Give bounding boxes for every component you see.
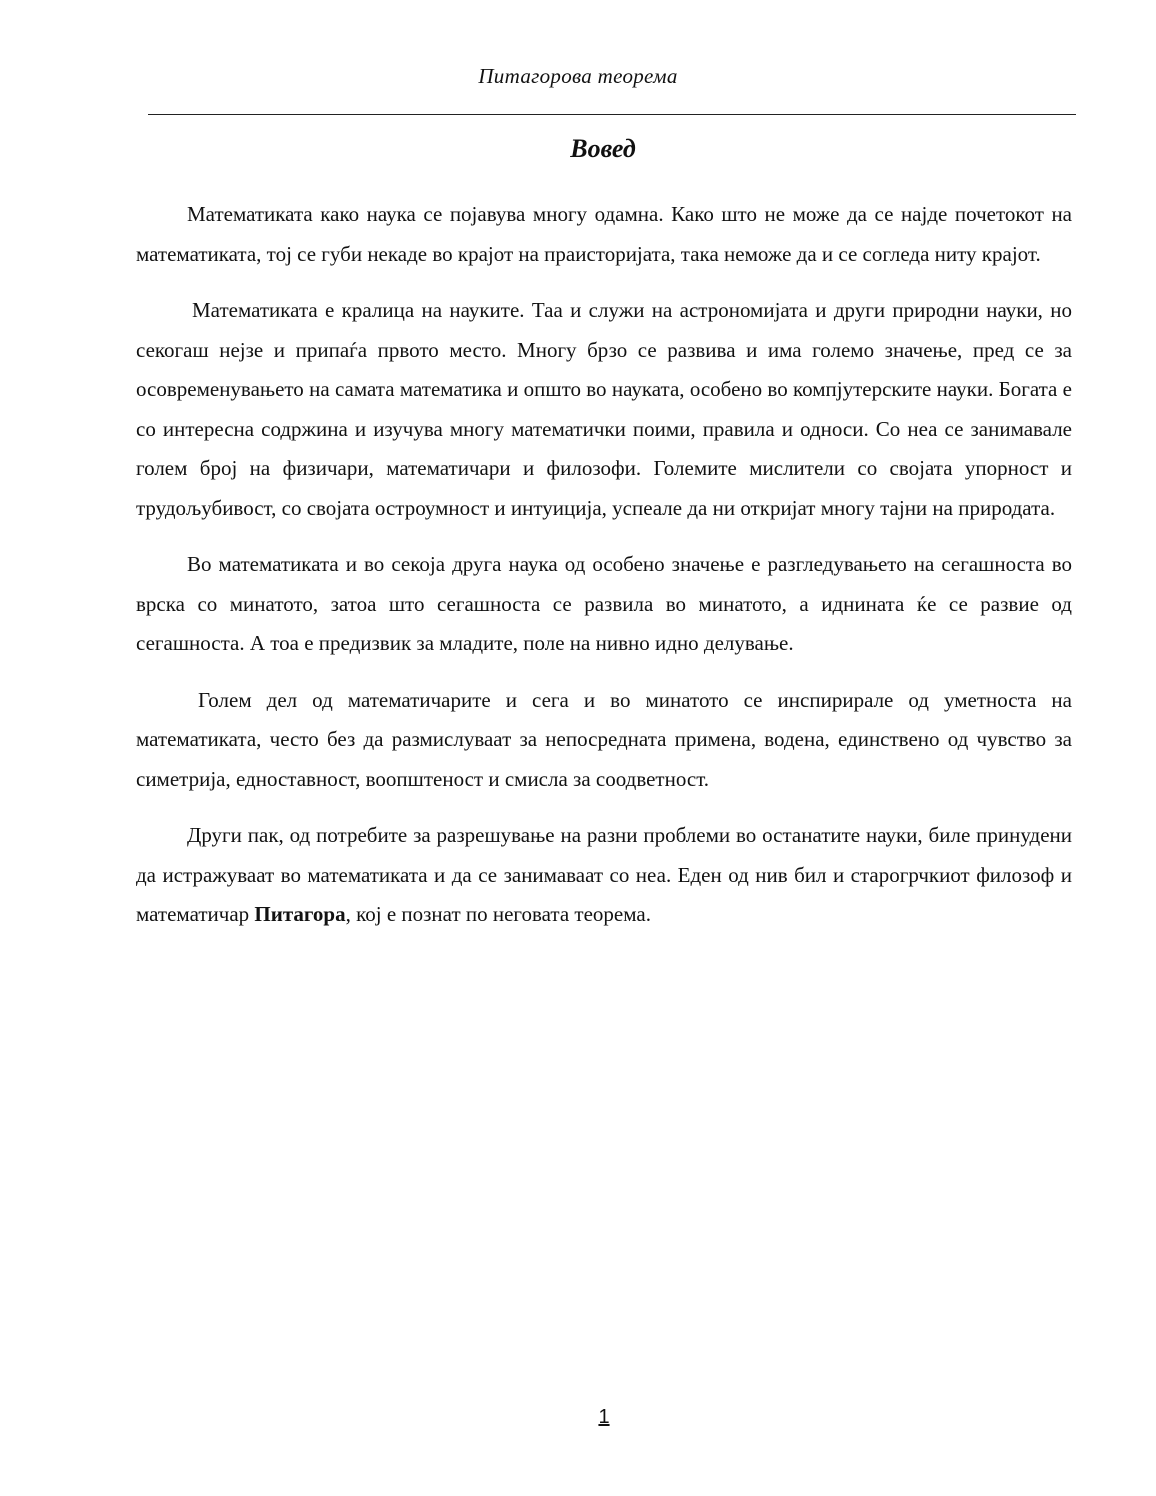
page-number: 1 bbox=[598, 1406, 610, 1428]
body-text bbox=[136, 195, 1072, 935]
paragraph-1: Математиката како наука се појавува многу одамна. Како што не може да се најде почетокот на математиката, тој се губи некаде во крајот на праисторијата, така неможе да и се согледа ниту крајот. bbox=[136, 202, 1072, 266]
paragraph-2: Математиката е кралица на науките. Таа и служи на астрономијата и други природни науки, но секогаш нејзе и припаѓа првото место. Многу брзо се развива и има големо значење, пред се за осовременувањето на самата математика и општо во науката, особено во компјутерските науки. Богата е со интересна содржина и изучува многу математички поими, правила и односи. Со неа се занимавале голем број на физичари, математичари и филозофи. Големите мислители со својата упорност и трудољубивост, со својата остроумност и интуиција, успеале да ни откријат многу тајни на природата. bbox=[136, 298, 1072, 520]
paragraph-5 bbox=[136, 816, 1072, 935]
header-divider bbox=[148, 114, 1076, 115]
pythagoras-name: Питагора bbox=[254, 902, 346, 926]
paragraph-5-text-start: Други пак, од потребите за разрешување на разни проблеми во останатите науки, биле принудени да истражуваат во математиката и да се занимаваат со неа. Еден од нив бил и старогрчкиот филозоф и математичар bbox=[136, 823, 1072, 926]
paragraph-3: Во математиката и во секоја друга наука од особено значење е разгледувањето на сегашноста во врска со минатото, затоа што сегашноста се развила во минатото, а иднината ќе се развие од сегашноста. А тоа е предизвик за младите, поле на нивно идно делување. bbox=[136, 552, 1072, 655]
section-title: Вовед bbox=[570, 134, 636, 163]
paragraph-4: Голем дел од математичарите и сега и во минатото се инспирирале од уметноста на математиката, често без да размислуваат за непосредната примена, водена, единствено од чувство за симетрија, едноставност, воопштеност и смисла за соодветност. bbox=[136, 687, 1072, 791]
running-header: Питагорова теорема bbox=[478, 64, 678, 88]
paragraph-5-text-end: , кој е познат по неговата теорема. bbox=[345, 902, 651, 926]
